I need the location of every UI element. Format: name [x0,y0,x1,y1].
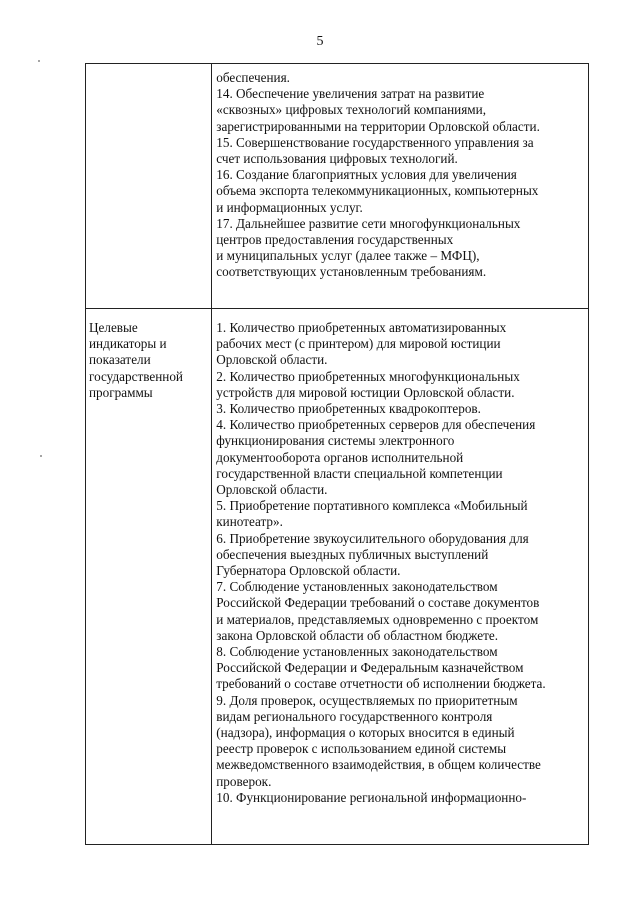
text-line: 14. Обеспечение увеличения затрат на развитие [216,86,485,102]
row-heading-line: государственной [89,368,183,384]
text-line: видам регионального государственного контроля [216,708,493,724]
row-heading-line: Целевые [89,320,138,335]
table-row [86,309,589,845]
text-line: устройств для мировой юстиции Орловской области. [216,384,515,400]
text-line: функционирования системы электронного [216,433,455,449]
text-line: и муниципальных услуг (далее также – МФЦ), [216,248,480,264]
text-line: документооборота органов исполнительной [216,449,464,465]
program-passport-table [85,63,589,845]
text-line: реестр проверок с использованием единой системы [216,741,507,757]
text-line: проверок. [216,773,272,789]
text-line: 9. Доля проверок, осуществляемых по приоритетным [216,692,518,708]
text-line: кинотеатр». [216,514,283,530]
table-cell-left [86,309,212,845]
text-line: 10. Функционирование региональной информационно- [216,789,527,805]
scan-speck [38,60,40,62]
text-line: государственной власти специальной компетенции [216,465,503,481]
scan-speck [40,455,42,457]
text-line: Губернатора Орловской области. [216,563,401,579]
row-heading-line: индикаторы и [89,336,167,352]
text-line: закона Орловской области об областном бюджете. [216,627,499,643]
text-line: 1. Количество приобретенных автоматизированных [216,320,507,335]
text-line: зарегистрированными на территории Орловской области. [216,118,540,134]
text-line: и информационных услуг. [216,199,363,215]
text-line: 5. Приобретение портативного комплекса «Мобильный [216,498,528,514]
text-line: 7. Соблюдение установленных законодательством [216,579,498,595]
text-line: обеспечения выездных публичных выступлений [216,546,489,562]
text-line: 3. Количество приобретенных квадрокоптеров. [216,401,481,417]
text-line: Российской Федерации требований о составе документов [216,595,540,611]
text-line: объема экспорта телекоммуникационных, компьютерных [216,183,539,199]
text-line: 16. Создание благоприятных условия для увеличения [216,167,517,183]
table-cell-right [212,309,589,845]
page-number: 5 [316,34,324,49]
text-line: требований о составе отчетности об исполнении бюджета. [216,676,546,692]
row-heading-line: показатели [89,352,151,368]
text-line: «сквозных» цифровых технологий компаниями, [216,102,486,118]
text-line: соответствующих установленным требованиям. [216,264,487,280]
text-line: центров предоставления государственных [216,232,454,248]
text-line: 4. Количество приобретенных серверов для обеспечения [216,417,536,433]
text-line: рабочих мест (с принтером) для мировой юстиции [216,336,501,352]
table-cell-right [212,64,589,309]
row-heading-line: программы [89,384,153,400]
text-line: Орловской области. [216,352,328,368]
text-line: 6. Приобретение звукоусилительного оборудования для [216,530,529,546]
text-line: 15. Совершенствование государственного управления за [216,134,534,150]
text-line: Орловской области. [216,482,328,498]
text-line: 17. Дальнейшее развитие сети многофункциональных [216,215,521,231]
table-cell-left [86,64,212,309]
text-line: и материалов, представляемых одновременно с проектом [216,611,539,627]
table-row [86,64,589,309]
text-line: межведомственного взаимодействия, в общем количестве [216,757,541,773]
text-line: (надзора), информация о которых вносится в единый [216,725,515,741]
text-line: счет использования цифровых технологий. [216,151,458,167]
text-line: Российской Федерации и Федеральным казначейством [216,660,524,676]
text-line: 8. Соблюдение установленных законодательством [216,644,498,660]
text-line: обеспечения. [216,70,290,85]
text-line: 2. Количество приобретенных многофункциональных [216,368,520,384]
